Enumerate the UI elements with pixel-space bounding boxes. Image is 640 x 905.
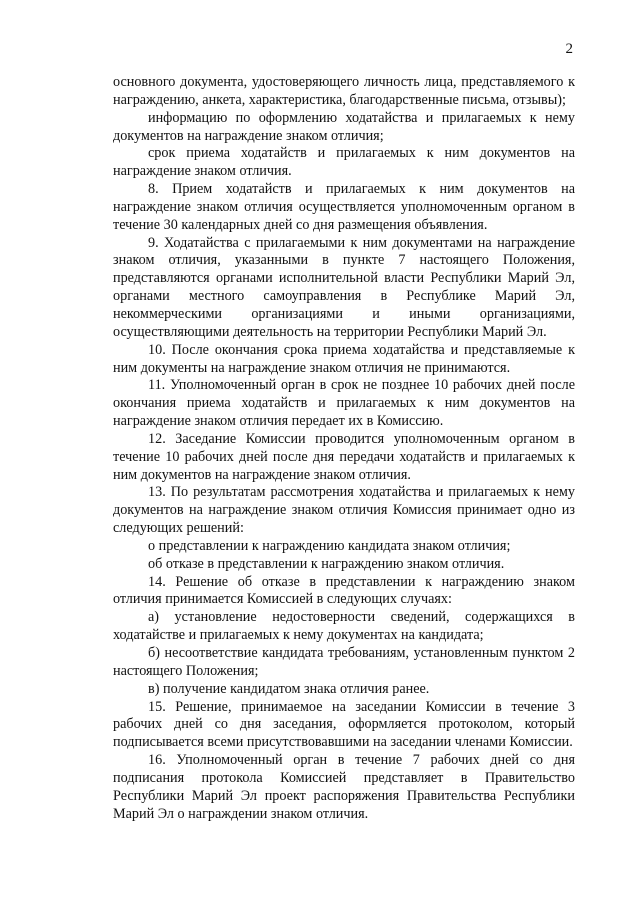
- paragraph: 12. Заседание Комиссии проводится уполномоченным органом в течение 10 рабочих дней после дня передачи ходатайств и прилагаемых к ним документов на награждение знаком отличия.: [113, 430, 575, 483]
- paragraph: 13. По результатам рассмотрения ходатайства и прилагаемых к нему документов на награждение знаком отличия Комиссия принимает одно из следующих решений:: [113, 484, 575, 537]
- paragraph: 11. Уполномоченный орган в срок не позднее 10 рабочих дней после окончания приема ходатайств и прилагаемых к ним документов на награждение знаком отличия передает их в Комиссию.: [113, 377, 575, 430]
- paragraph: об отказе в представлении к награждению знаком отличия.: [148, 555, 505, 572]
- paragraph: в) получение кандидатом знака отличия ранее.: [148, 680, 430, 697]
- paragraph: срок приема ходатайств и прилагаемых к ним документов на награждение знаком отличия.: [113, 145, 575, 180]
- paragraph: 8. Прием ходатайств и прилагаемых к ним документов на награждение знаком отличия осуществляется уполномоченным органом в течение 30 календарных дней со дня размещения объявления.: [113, 181, 575, 233]
- document-body: [113, 74, 575, 823]
- paragraph: основного документа, удостоверяющего личность лица, представляемого к награждению, анкета, характеристика, благодарственные письма, отзывы);: [113, 74, 575, 108]
- paragraph: информацию по оформлению ходатайства и прилагаемых к нему документов на награждение знаком отличия;: [113, 109, 575, 144]
- paragraph: о представлении к награждению кандидата знаком отличия;: [148, 537, 511, 554]
- paragraph: 15. Решение, принимаемое на заседании Комиссии в течение 3 рабочих дней со дня заседания, оформляется протоколом, который подписывается всеми присутствовавшими на заседании членами Комиссии.: [113, 698, 575, 751]
- paragraph: 9. Ходатайства с прилагаемыми к ним документами на награждение знаком отличия, указанными в пункте 7 настоящего Положения, представляются органами исполнительной власти Республики Марий Эл, органами местного самоуправления в Республике Марий Эл, некоммерческими организациями и иными организациями, осуществляющими деятельность на территории Республики Марий Эл.: [113, 234, 575, 340]
- paragraph: б) несоответствие кандидата требованиям, установленным пунктом 2 настоящего Положения;: [113, 645, 575, 679]
- paragraph: 14. Решение об отказе в представлении к награждению знаком отличия принимается Комиссией в следующих случаях:: [113, 573, 575, 608]
- paragraph: а) установление недостоверности сведений, содержащихся в ходатайстве и прилагаемых к нему документах на кандидата;: [113, 609, 575, 644]
- paragraph: 10. После окончания срока приема ходатайства и представляемые к ним документы на награждение знаком отличия не принимаются.: [113, 341, 575, 376]
- paragraph: 16. Уполномоченный орган в течение 7 рабочих дней со дня подписания протокола Комиссией представляет в Правительство Республики Марий Эл проект распоряжения Правительства Республики Марий Эл о награждении знаком отличия.: [113, 752, 575, 822]
- page-number: 2: [565, 41, 573, 57]
